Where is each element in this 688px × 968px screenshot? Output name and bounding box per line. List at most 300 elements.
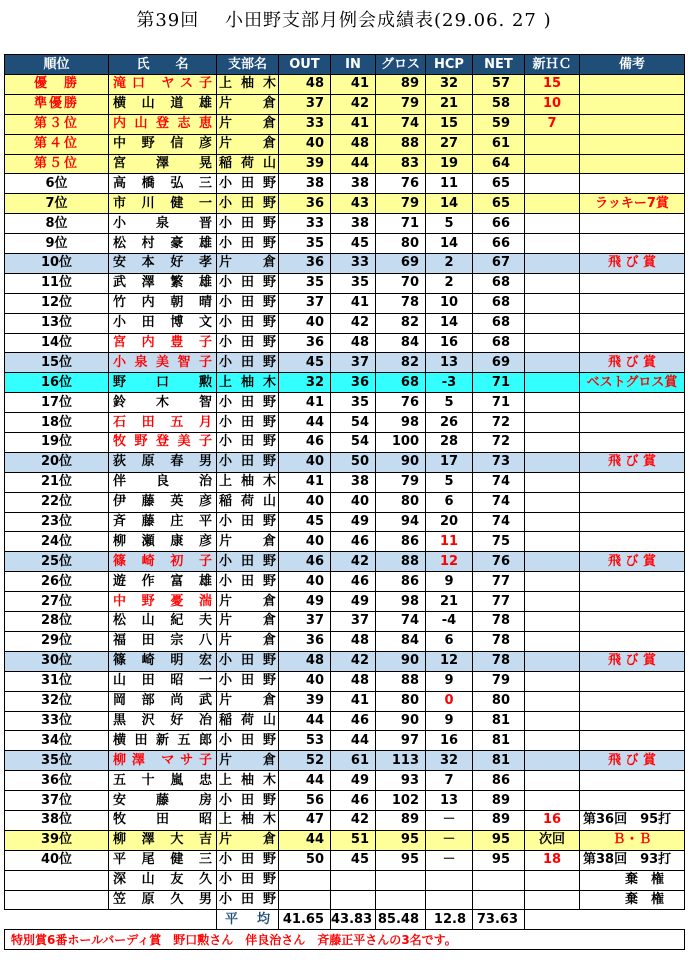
player-name: 高橋弘三	[109, 174, 217, 194]
new-hc	[525, 174, 580, 194]
hcp-value: 11	[426, 532, 473, 552]
out-score: 33	[279, 114, 331, 134]
new-hc	[525, 711, 580, 731]
new-hc: 15	[525, 75, 580, 95]
net-score: 77	[473, 592, 525, 612]
in-score: 43	[331, 194, 376, 214]
rank-cell: 18位	[5, 413, 109, 433]
gross-score	[376, 890, 426, 910]
rank-cell: 21位	[5, 472, 109, 492]
branch-name: 小田野	[217, 572, 279, 592]
new-hc: 10	[525, 94, 580, 114]
table-row	[5, 612, 685, 632]
player-name: 安藤房	[109, 791, 217, 811]
table-row	[5, 572, 685, 592]
table-row	[5, 810, 685, 830]
gross-score: 98	[376, 413, 426, 433]
header-new-hc: 新ＨＣ	[525, 55, 580, 75]
gross-score: 95	[376, 850, 426, 870]
out-score: 40	[279, 671, 331, 691]
note-cell: 棄 権	[580, 890, 685, 910]
rank-cell: 34位	[5, 731, 109, 751]
note-cell: 飛 び 賞	[580, 452, 685, 472]
table-row	[5, 94, 685, 114]
net-score: 81	[473, 751, 525, 771]
header-rank: 順位	[5, 55, 109, 75]
branch-name: 片 倉	[217, 631, 279, 651]
rank-cell: 8位	[5, 214, 109, 234]
header-branch: 支部名	[217, 55, 279, 75]
table-row	[5, 771, 685, 791]
note-cell	[580, 114, 685, 134]
out-score: 38	[279, 174, 331, 194]
note-cell	[580, 333, 685, 353]
branch-name: 片 倉	[217, 532, 279, 552]
new-hc	[525, 194, 580, 214]
gross-score: 86	[376, 532, 426, 552]
branch-name: 小田野	[217, 671, 279, 691]
note-cell	[580, 313, 685, 333]
gross-score: 82	[376, 353, 426, 373]
hcp-value: 5	[426, 393, 473, 413]
rank-cell: 23位	[5, 512, 109, 532]
table-row	[5, 870, 685, 890]
in-score: 38	[331, 214, 376, 234]
rank-cell: 35位	[5, 751, 109, 771]
branch-name: 稲荷山	[217, 711, 279, 731]
footer-note: 特別賞6番ホールバーディ賞 野口勲さん 伴良治さん 斉藤正平さんの3名です。	[5, 930, 685, 950]
table-row	[5, 631, 685, 651]
hcp-value: 5	[426, 472, 473, 492]
net-score: 67	[473, 254, 525, 274]
net-score: 71	[473, 373, 525, 393]
branch-name: 小田野	[217, 333, 279, 353]
rank-cell: 14位	[5, 333, 109, 353]
note-cell	[580, 293, 685, 313]
in-score: 48	[331, 134, 376, 154]
net-score: 68	[473, 273, 525, 293]
player-name: 市川健一	[109, 194, 217, 214]
player-name: 荻原春男	[109, 452, 217, 472]
net-score: 69	[473, 353, 525, 373]
branch-name: 小田野	[217, 313, 279, 333]
player-name: 中野憂湍	[109, 592, 217, 612]
gross-score: 78	[376, 293, 426, 313]
hcp-value: 26	[426, 413, 473, 433]
net-score: 65	[473, 174, 525, 194]
gross-score: 88	[376, 671, 426, 691]
player-name: 松村豪雄	[109, 234, 217, 254]
branch-name: 小田野	[217, 214, 279, 234]
new-hc	[525, 612, 580, 632]
note-cell	[580, 532, 685, 552]
out-score: 33	[279, 214, 331, 234]
new-hc	[525, 731, 580, 751]
table-row	[5, 353, 685, 373]
out-score: 46	[279, 552, 331, 572]
note-cell	[580, 592, 685, 612]
net-score: 86	[473, 771, 525, 791]
hcp-value: 14	[426, 234, 473, 254]
branch-name: 小田野	[217, 234, 279, 254]
table-row	[5, 691, 685, 711]
page-title: 第39回 小田野支部月例会成績表(29.06. 27 )	[136, 10, 552, 31]
note-cell	[580, 691, 685, 711]
rank-cell: 39位	[5, 830, 109, 850]
in-score: 44	[331, 154, 376, 174]
player-name: 宮内豊子	[109, 333, 217, 353]
gross-score: 71	[376, 214, 426, 234]
out-score: 36	[279, 254, 331, 274]
net-score: 71	[473, 393, 525, 413]
table-row	[5, 413, 685, 433]
hcp-value: 28	[426, 433, 473, 453]
net-score: 68	[473, 313, 525, 333]
table-row	[5, 850, 685, 870]
rank-cell: 22位	[5, 492, 109, 512]
in-score: 33	[331, 254, 376, 274]
branch-name: 小田野	[217, 651, 279, 671]
in-score: 50	[331, 452, 376, 472]
rank-cell: 33位	[5, 711, 109, 731]
player-name: 横山道雄	[109, 94, 217, 114]
out-score: 37	[279, 94, 331, 114]
player-name: 宮澤晃	[109, 154, 217, 174]
note-cell: Ｂ・Ｂ	[580, 830, 685, 850]
average-in: 43.83	[331, 910, 376, 930]
branch-name: 小田野	[217, 293, 279, 313]
note-cell	[580, 631, 685, 651]
gross-score: 76	[376, 393, 426, 413]
in-score: 46	[331, 711, 376, 731]
new-hc	[525, 254, 580, 274]
rank-cell: 28位	[5, 612, 109, 632]
note-cell: 第36回 95打	[580, 810, 685, 830]
player-name: 岡部尚武	[109, 691, 217, 711]
net-score: 78	[473, 612, 525, 632]
rank-cell: 30位	[5, 651, 109, 671]
out-score: 40	[279, 492, 331, 512]
gross-score: 86	[376, 572, 426, 592]
hcp-value: 13	[426, 791, 473, 811]
table-row	[5, 751, 685, 771]
gross-score: 80	[376, 492, 426, 512]
player-name: 牧田昭	[109, 810, 217, 830]
net-score: 65	[473, 194, 525, 214]
results-table	[4, 54, 685, 950]
in-score: 46	[331, 791, 376, 811]
header-out: OUT	[279, 55, 331, 75]
player-name: 鈴木智	[109, 393, 217, 413]
hcp-value: 12	[426, 651, 473, 671]
net-score	[473, 890, 525, 910]
gross-score: 82	[376, 313, 426, 333]
rank-cell	[5, 870, 109, 890]
branch-name: 小田野	[217, 194, 279, 214]
in-score: 42	[331, 651, 376, 671]
branch-name: 小田野	[217, 731, 279, 751]
branch-name: 上柚木	[217, 373, 279, 393]
rank-cell: 31位	[5, 671, 109, 691]
hcp-value: 17	[426, 452, 473, 472]
player-name: 小田博文	[109, 313, 217, 333]
hcp-value: －	[426, 830, 473, 850]
new-hc	[525, 373, 580, 393]
gross-score: 79	[376, 194, 426, 214]
player-name: 安本好孝	[109, 254, 217, 274]
net-score: 75	[473, 532, 525, 552]
in-score: 46	[331, 572, 376, 592]
player-name: 牧野登美子	[109, 433, 217, 453]
hcp-value: 14	[426, 194, 473, 214]
branch-name: 小田野	[217, 791, 279, 811]
in-score: 37	[331, 612, 376, 632]
player-name: 竹内朝晴	[109, 293, 217, 313]
branch-name: 片 倉	[217, 94, 279, 114]
new-hc	[525, 214, 580, 234]
branch-name: 片 倉	[217, 751, 279, 771]
average-label: 平 均	[217, 910, 279, 930]
new-hc	[525, 532, 580, 552]
table-row	[5, 512, 685, 532]
hcp-value: 15	[426, 114, 473, 134]
hcp-value: 9	[426, 572, 473, 592]
new-hc	[525, 512, 580, 532]
rank-cell: 24位	[5, 532, 109, 552]
rank-cell: 26位	[5, 572, 109, 592]
net-score: 95	[473, 830, 525, 850]
header-row	[5, 55, 685, 75]
table-row	[5, 552, 685, 572]
player-name: 滝口 ヤス子	[109, 75, 217, 95]
out-score: 40	[279, 452, 331, 472]
net-score: 89	[473, 810, 525, 830]
average-gross: 85.48	[376, 910, 426, 930]
out-score: 53	[279, 731, 331, 751]
branch-name: 片 倉	[217, 134, 279, 154]
net-score: 89	[473, 791, 525, 811]
new-hc	[525, 651, 580, 671]
rank-cell: 9位	[5, 234, 109, 254]
note-cell: ラッキー7賞	[580, 194, 685, 214]
net-score: 68	[473, 333, 525, 353]
net-score: 64	[473, 154, 525, 174]
player-name: 横田新五郎	[109, 731, 217, 751]
out-score: 36	[279, 333, 331, 353]
gross-score: 89	[376, 810, 426, 830]
player-name: 内山登志恵	[109, 114, 217, 134]
hcp-value: 19	[426, 154, 473, 174]
in-score: 49	[331, 592, 376, 612]
average-row	[5, 910, 685, 930]
new-hc	[525, 313, 580, 333]
out-score: 44	[279, 413, 331, 433]
rank-cell: 25位	[5, 552, 109, 572]
hcp-value: 7	[426, 771, 473, 791]
net-score: 66	[473, 234, 525, 254]
branch-name: 小田野	[217, 353, 279, 373]
player-name: 武澤繁雄	[109, 273, 217, 293]
note-cell	[580, 671, 685, 691]
gross-score: 79	[376, 472, 426, 492]
out-score: 48	[279, 75, 331, 95]
hcp-value: 9	[426, 671, 473, 691]
new-hc	[525, 353, 580, 373]
branch-name: 片 倉	[217, 691, 279, 711]
new-hc	[525, 433, 580, 453]
rank-cell: 10位	[5, 254, 109, 274]
table-row	[5, 114, 685, 134]
hcp-value: 6	[426, 492, 473, 512]
in-score: 42	[331, 552, 376, 572]
net-score: 78	[473, 651, 525, 671]
table-row	[5, 791, 685, 811]
in-score: 49	[331, 771, 376, 791]
branch-name: 小田野	[217, 870, 279, 890]
table-row	[5, 333, 685, 353]
average-net: 73.63	[473, 910, 525, 930]
out-score: 32	[279, 373, 331, 393]
in-score: 45	[331, 850, 376, 870]
rank-cell: 11位	[5, 273, 109, 293]
table-row	[5, 293, 685, 313]
net-score: 57	[473, 75, 525, 95]
header-notes: 備考	[580, 55, 685, 75]
player-name: 小泉晋	[109, 214, 217, 234]
gross-score: 80	[376, 691, 426, 711]
net-score: 72	[473, 433, 525, 453]
average-hcp: 12.8	[426, 910, 473, 930]
note-cell	[580, 393, 685, 413]
gross-score: 90	[376, 452, 426, 472]
new-hc	[525, 393, 580, 413]
in-score: 41	[331, 293, 376, 313]
net-score: 68	[473, 293, 525, 313]
in-score: 36	[331, 373, 376, 393]
branch-name: 小田野	[217, 850, 279, 870]
rank-cell: 32位	[5, 691, 109, 711]
branch-name: 片 倉	[217, 592, 279, 612]
note-cell	[580, 492, 685, 512]
new-hc	[525, 890, 580, 910]
table-row	[5, 651, 685, 671]
gross-score: 89	[376, 75, 426, 95]
out-score: 47	[279, 810, 331, 830]
new-hc	[525, 273, 580, 293]
gross-score: 68	[376, 373, 426, 393]
table-row	[5, 194, 685, 214]
note-cell: 飛 び 賞	[580, 552, 685, 572]
gross-score: 83	[376, 154, 426, 174]
gross-score: 97	[376, 731, 426, 751]
table-row	[5, 492, 685, 512]
rank-cell: 12位	[5, 293, 109, 313]
new-hc: 7	[525, 114, 580, 134]
note-cell	[580, 174, 685, 194]
note-cell	[580, 214, 685, 234]
hcp-value: 21	[426, 592, 473, 612]
in-score: 40	[331, 492, 376, 512]
in-score: 48	[331, 631, 376, 651]
out-score: 41	[279, 393, 331, 413]
in-score: 49	[331, 512, 376, 532]
out-score: 40	[279, 313, 331, 333]
gross-score: 102	[376, 791, 426, 811]
out-score: 39	[279, 154, 331, 174]
new-hc	[525, 154, 580, 174]
hcp-value	[426, 870, 473, 890]
table-row	[5, 234, 685, 254]
rank-cell: 6位	[5, 174, 109, 194]
hcp-value: 10	[426, 293, 473, 313]
table-row	[5, 731, 685, 751]
player-name: 伴良治	[109, 472, 217, 492]
note-cell: 第38回 93打	[580, 850, 685, 870]
rank-cell: 20位	[5, 452, 109, 472]
branch-name: 小田野	[217, 512, 279, 532]
gross-score: 84	[376, 631, 426, 651]
note-cell	[580, 75, 685, 95]
net-score: 58	[473, 94, 525, 114]
hcp-value	[426, 890, 473, 910]
note-cell: 飛 び 賞	[580, 353, 685, 373]
rank-cell: 第３位	[5, 114, 109, 134]
branch-name: 片 倉	[217, 830, 279, 850]
table-row	[5, 452, 685, 472]
gross-score: 113	[376, 751, 426, 771]
new-hc	[525, 631, 580, 651]
in-score: 48	[331, 671, 376, 691]
net-score: 81	[473, 731, 525, 751]
out-score: 44	[279, 830, 331, 850]
branch-name: 小田野	[217, 413, 279, 433]
net-score: 72	[473, 413, 525, 433]
note-cell	[580, 154, 685, 174]
table-row	[5, 154, 685, 174]
out-score: 36	[279, 194, 331, 214]
hcp-value: 12	[426, 552, 473, 572]
branch-name: 小田野	[217, 393, 279, 413]
net-score: 79	[473, 671, 525, 691]
new-hc	[525, 751, 580, 771]
new-hc	[525, 134, 580, 154]
table-row	[5, 174, 685, 194]
gross-score: 84	[376, 333, 426, 353]
note-cell	[580, 234, 685, 254]
table-row	[5, 592, 685, 612]
in-score: 35	[331, 273, 376, 293]
hcp-value: 6	[426, 631, 473, 651]
player-name: 石田五月	[109, 413, 217, 433]
note-cell	[580, 512, 685, 532]
new-hc: 次回	[525, 830, 580, 850]
gross-score: 88	[376, 552, 426, 572]
player-name: 深山友久	[109, 870, 217, 890]
hcp-value: 27	[426, 134, 473, 154]
table-row	[5, 313, 685, 333]
note-cell	[580, 472, 685, 492]
in-score: 42	[331, 94, 376, 114]
in-score: 46	[331, 532, 376, 552]
note-cell	[580, 612, 685, 632]
out-score: 45	[279, 353, 331, 373]
gross-score: 100	[376, 433, 426, 453]
net-score	[473, 870, 525, 890]
note-cell: 飛 び 賞	[580, 651, 685, 671]
in-score: 54	[331, 413, 376, 433]
in-score: 38	[331, 174, 376, 194]
hcp-value: 0	[426, 691, 473, 711]
